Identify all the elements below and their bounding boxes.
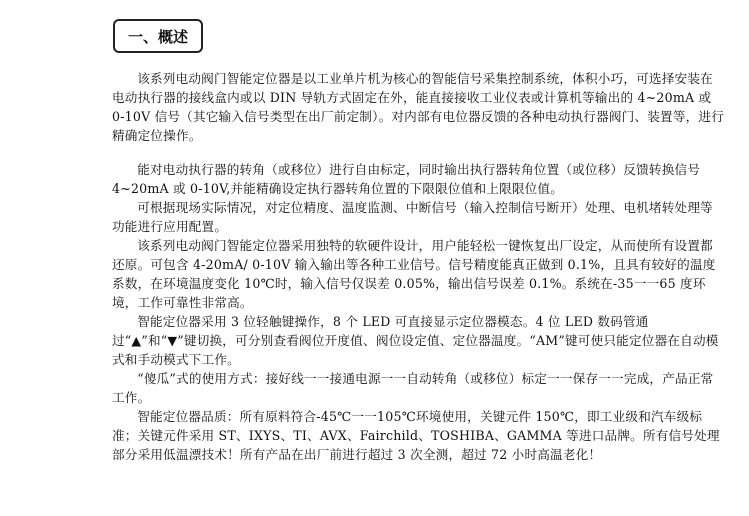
paragraph-usage: “傻瓜”式的使用方式：接好线一一接通电源一一自动转角（或移位）标定一一保存一一完成，产品正常工作。 (112, 371, 714, 405)
paragraph-operation: 智能定位器采用 3 位轻触键操作，8 个 LED 可直接显示定位器模态。4 位 LED 数码管通过“▲”和“▼”键切换，可分别查看阀位开度值、阀位设定值、定位器温度。“AM”键可使只能定位器在自动模式和手动模式下工作。 (112, 314, 719, 367)
document-body (112, 69, 724, 464)
paragraph-calibration: 能对电动执行器的转角（或移位）进行自由标定，同时输出执行器转角位置（或位移）反馈转换信号 4~20mA 或 0-10V,并能精确设定执行器转角位置的下限限位值和上限限位值。 (112, 162, 701, 196)
paragraph-configuration: 可根据现场实际情况，对定位精度、温度监测、中断信号（输入控制信号断开）处理、电机堵转处理等功能进行应用配置。 (112, 200, 713, 234)
paragraph-design: 该系列电动阀门智能定位器采用独特的软硬件设计，用户能轻松一键恢复出厂设定，从而使所有设置都还原。可包含 4-20mA/ 0-10V 输入输出等各种工业信号。信号精度能真正做到 0.1%，且具有较好的温度系数，在环境温度变化 10℃时，输入信号仅误差 0.05%，输出信号误差 0.1%。系统在-35一一65 度环境，工作可靠性非常高。 (112, 238, 716, 310)
section-title: 一、概述 (127, 27, 188, 46)
paragraph-quality: 智能定位器品质：所有原料符合-45℃一一105℃环境使用，关键元件 150℃，即工业级和汽车级标准；关键元件采用 ST、IXYS、TI、AVX、Fairchild、TOSHIBA、GAMMA 等进口品牌。所有信号处理部分采用低温漂技术！所有产品在出厂前进行超过 3 次全测，超过 72 小时高温老化！ (112, 409, 720, 462)
section-title-box (113, 19, 203, 53)
paragraph-overview: 该系列电动阀门智能定位器是以工业单片机为核心的智能信号采集控制系统，体积小巧，可选择安装在电动执行器的接线盒内或以 DIN 导轨方式固定在外，能直接接收工业仪表或计算机等输出的 4~20mA 或 0-10V 信号（其它输入信号类型在出厂前定制）。对内部有电位器反馈的各种电动执行器阀门、装置等，进行精确定位操作。 (112, 71, 725, 143)
